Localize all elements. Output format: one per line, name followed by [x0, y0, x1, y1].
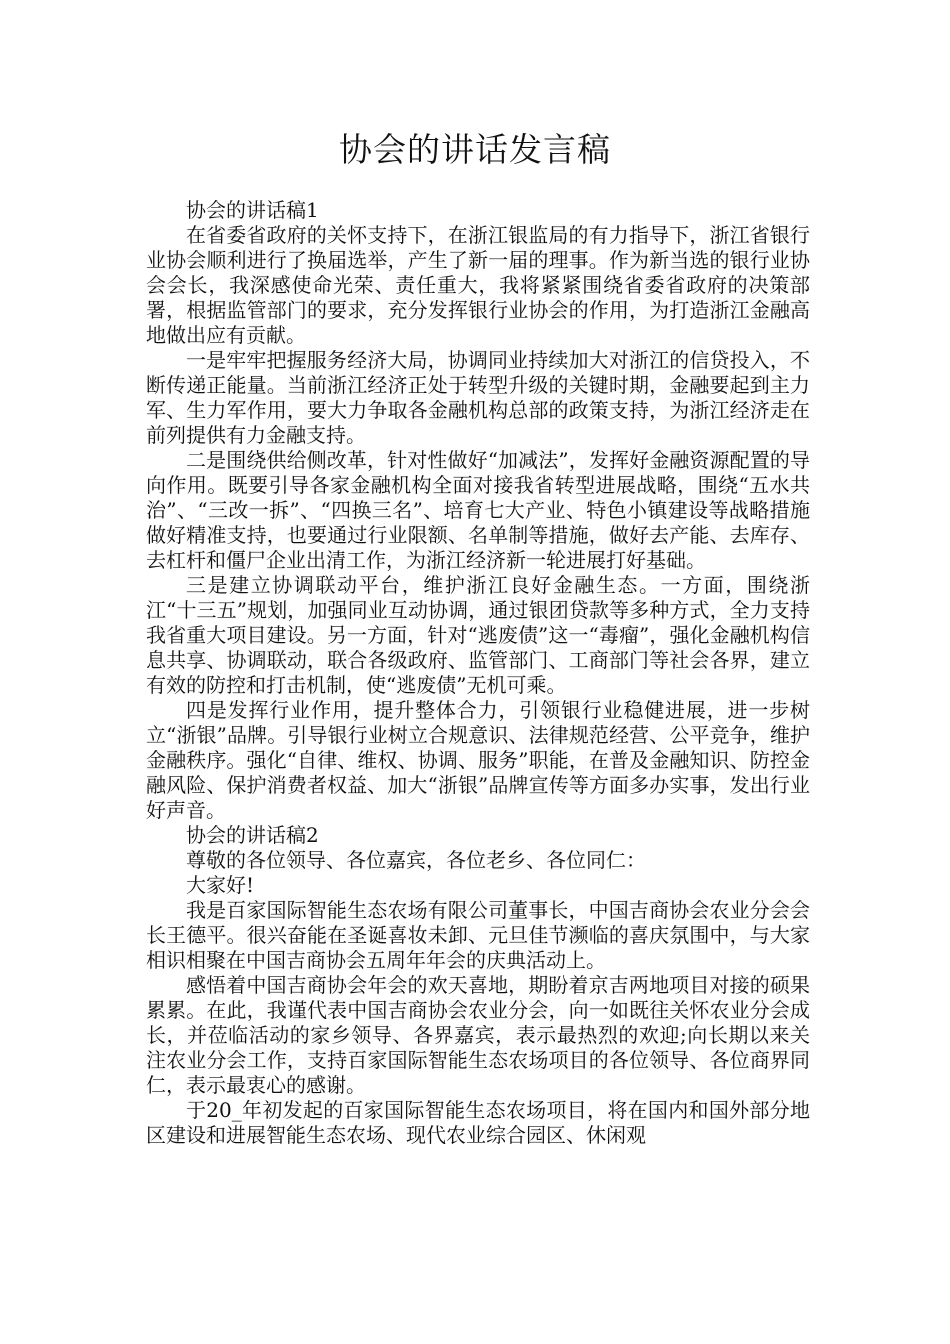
paragraph: 二是围绕供给侧改革，针对性做好“加减法”，发挥好金融资源配置的导向作用。既要引导各家金融机构全面对接我省转型进展战略，围绕“五水共治”、“三改一拆”、“四换三名”、培育七大产业、特色小镇建设等战略措施做好精准支持，也要通过行业限额、名单制等措施，做好去产能、去库存、去杠杆和僵尸企业出清工作，为浙江经济新一轮进展打好基础。: [146, 448, 810, 572]
paragraph-heading-2: 协会的讲话稿2: [186, 823, 319, 847]
greeting: 大家好!: [186, 873, 255, 897]
paragraph: 四是发挥行业作用，提升整体合力，引领银行业稳健进展，进一步树立“浙银”品牌。引导银行业树立合规意识、法律规范经营、公平竞争，维护金融秩序。强化“自律、维权、协调、服务”职能，在普及金融知识、防控金融风险、保护消费者权益、加大“浙银”品牌宣传等方面多办实事，发出行业好声音。: [146, 698, 810, 822]
salutation: 尊敬的各位领导、各位嘉宾，各位老乡、各位同仁：: [186, 848, 646, 872]
paragraph-heading-1: 协会的讲话稿1: [186, 198, 319, 222]
document-body: [146, 198, 810, 1148]
paragraph: 一是牢牢把握服务经济大局，协调同业持续加大对浙江的信贷投入，不断传递正能量。当前浙江经济正处于转型升级的关键时期，金融要起到主力军、生力军作用，要大力争取各金融机构总部的政策支持，为浙江经济走在前列提供有力金融支持。: [146, 348, 810, 447]
paragraph: 我是百家国际智能生态农场有限公司董事长，中国吉商协会农业分会会长王德平。很兴奋能在圣诞喜妆未卸、元旦佳节濒临的喜庆氛围中，与大家相识相聚在中国吉商协会五周年年会的庆典活动上。: [146, 898, 810, 972]
paragraph: 在省委省政府的关怀支持下，在浙江银监局的有力指导下，浙江省银行业协会顺利进行了换届选举，产生了新一届的理事。作为新当选的银行业协会会长，我深感使命光荣、责任重大，我将紧紧围绕省委省政府的决策部署，根据监管部门的要求，充分发挥银行业协会的作用，为打造浙江金融高地做出应有贡献。: [146, 223, 810, 347]
paragraph: 感悟着中国吉商协会年会的欢天喜地，期盼着京吉两地项目对接的硕果累累。在此，我谨代表中国吉商协会农业分会，向一如既往关怀农业分会成长，并莅临活动的家乡领导、各界嘉宾，表示最热烈的欢迎;向长期以来关注农业分会工作，支持百家国际智能生态农场项目的各位领导、各位商界同仁，表示最衷心的感谢。: [146, 973, 810, 1097]
document-title: 协会的讲话发言稿: [339, 130, 611, 169]
paragraph: 于20_年初发起的百家国际智能生态农场项目，将在国内和国外部分地区建设和进展智能生态农场、现代农业综合园区、休闲观: [146, 1098, 810, 1147]
paragraph: 三是建立协调联动平台，维护浙江良好金融生态。一方面，围绕浙江“十三五”规划，加强同业互动协调，通过银团贷款等多种方式，全力支持我省重大项目建设。另一方面，针对“逃废债”这一“毒瘤”，强化金融机构信息共享、协调联动，联合各级政府、监管部门、工商部门等社会各界，建立有效的防控和打击机制，使“逃废债”无机可乘。: [146, 573, 810, 697]
